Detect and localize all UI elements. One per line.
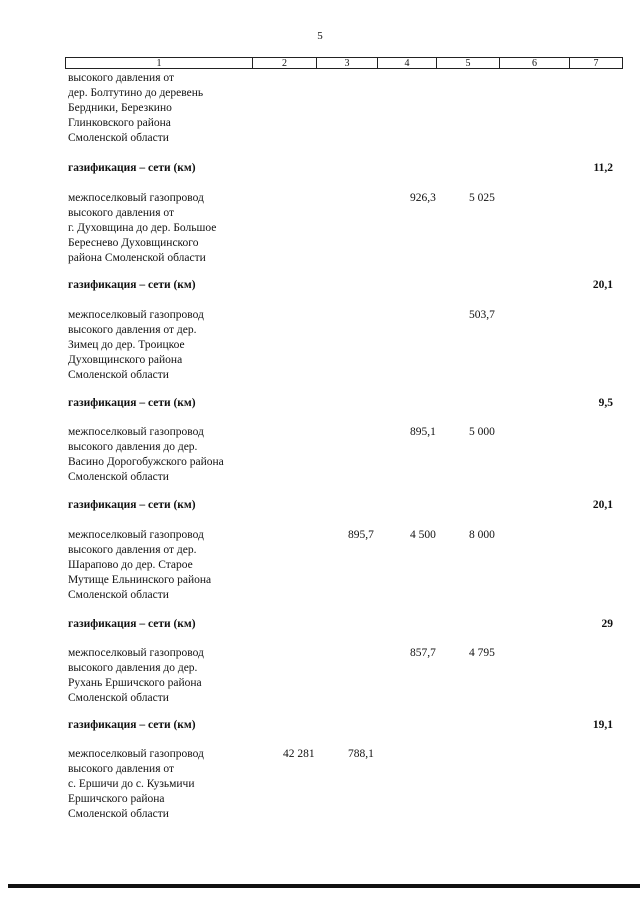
col-header-6: 6 [500, 58, 570, 68]
description-line: Духовщинского района [68, 354, 183, 366]
section-total: 29 [601, 618, 613, 630]
description-line: высокого давления от [68, 763, 174, 775]
section-heading: газификация – сети (км) [68, 162, 196, 174]
section-heading: газификация – сети (км) [68, 397, 196, 409]
section-description [68, 528, 211, 603]
description-line: Смоленской области [68, 369, 169, 381]
cell-col4: 926,3 [410, 192, 436, 204]
section-total: 20,1 [592, 499, 613, 511]
col-header-5: 5 [437, 58, 500, 68]
description-line: с. Ершичи до с. Кузьмичи [68, 778, 195, 790]
description-line: Васино Дорогобужского района [68, 456, 224, 468]
description-line: Глинковского района [68, 117, 171, 129]
section-total: 19,1 [592, 719, 613, 731]
cell-col3: 788,1 [348, 748, 374, 760]
section-heading: газификация – сети (км) [68, 279, 196, 291]
page-number: 5 [317, 30, 323, 42]
col-header-4: 4 [378, 58, 437, 68]
section-description [68, 646, 204, 706]
description-line: Шарапово до дер. Старое [68, 559, 193, 571]
description-line: Смоленской области [68, 132, 169, 144]
description-line: межпоселковый газопровод [68, 426, 204, 438]
cell-col4: 895,1 [410, 426, 436, 438]
col-header-7: 7 [593, 58, 599, 69]
description-line: Смоленской области [68, 471, 169, 483]
description-line: межпоселковый газопровод [68, 529, 204, 541]
table-header [65, 57, 623, 69]
cell-col5: 503,7 [469, 309, 495, 321]
description-line: Бердники, Березкино [68, 102, 172, 114]
col-header-2: 2 [253, 58, 317, 68]
section-total: 11,2 [593, 162, 613, 174]
bottom-rule [8, 884, 640, 888]
col-header-1: 1 [66, 58, 253, 68]
cell-col2: 42 281 [283, 748, 315, 760]
description-line: дер. Болтутино до деревень [68, 87, 204, 99]
description-line: высокого давления до дер. [68, 441, 198, 453]
description-line: высокого давления от дер. [68, 544, 197, 556]
section-total: 9,5 [598, 397, 613, 409]
cell-col3: 895,7 [348, 529, 374, 541]
section-description [68, 191, 216, 266]
cell-col5: 4 795 [469, 647, 495, 659]
section-description [68, 308, 204, 383]
description-line: района Смоленской области [68, 252, 206, 264]
cell-col5: 8 000 [469, 529, 495, 541]
description-line: высокого давления от [68, 72, 174, 84]
description-line: Смоленской области [68, 589, 169, 601]
description-line: высокого давления до дер. [68, 662, 198, 674]
description-line: высокого давления от [68, 207, 174, 219]
description-line: Смоленской области [68, 692, 169, 704]
description-line: межпоселковый газопровод [68, 748, 204, 760]
description-line: г. Духовщина до дер. Большое [68, 222, 217, 234]
description-line: межпоселковый газопровод [68, 647, 204, 659]
description-line: Смоленской области [68, 808, 169, 820]
col-header-3: 3 [317, 58, 378, 68]
description-line: Ершичского района [68, 793, 165, 805]
cell-col5: 5 025 [469, 192, 495, 204]
section-total: 20,1 [592, 279, 613, 291]
continuation-description [68, 71, 203, 146]
section-heading: газификация – сети (км) [68, 618, 196, 630]
section-description [68, 425, 224, 485]
description-line: Мутище Ельнинского района [68, 574, 212, 586]
description-line: Зимец до дер. Троицкое [68, 339, 185, 351]
description-line: высокого давления от дер. [68, 324, 197, 336]
cell-col4: 4 500 [410, 529, 436, 541]
section-heading: газификация – сети (км) [68, 719, 196, 731]
cell-col4: 857,7 [410, 647, 436, 659]
description-line: межпоселковый газопровод [68, 309, 204, 321]
description-line: межпоселковый газопровод [68, 192, 204, 204]
description-line: Рухань Ершичского района [68, 677, 202, 689]
description-line: Береснево Духовщинского [68, 237, 199, 249]
cell-col5: 5 000 [469, 426, 495, 438]
section-description [68, 747, 204, 822]
section-heading: газификация – сети (км) [68, 499, 196, 511]
